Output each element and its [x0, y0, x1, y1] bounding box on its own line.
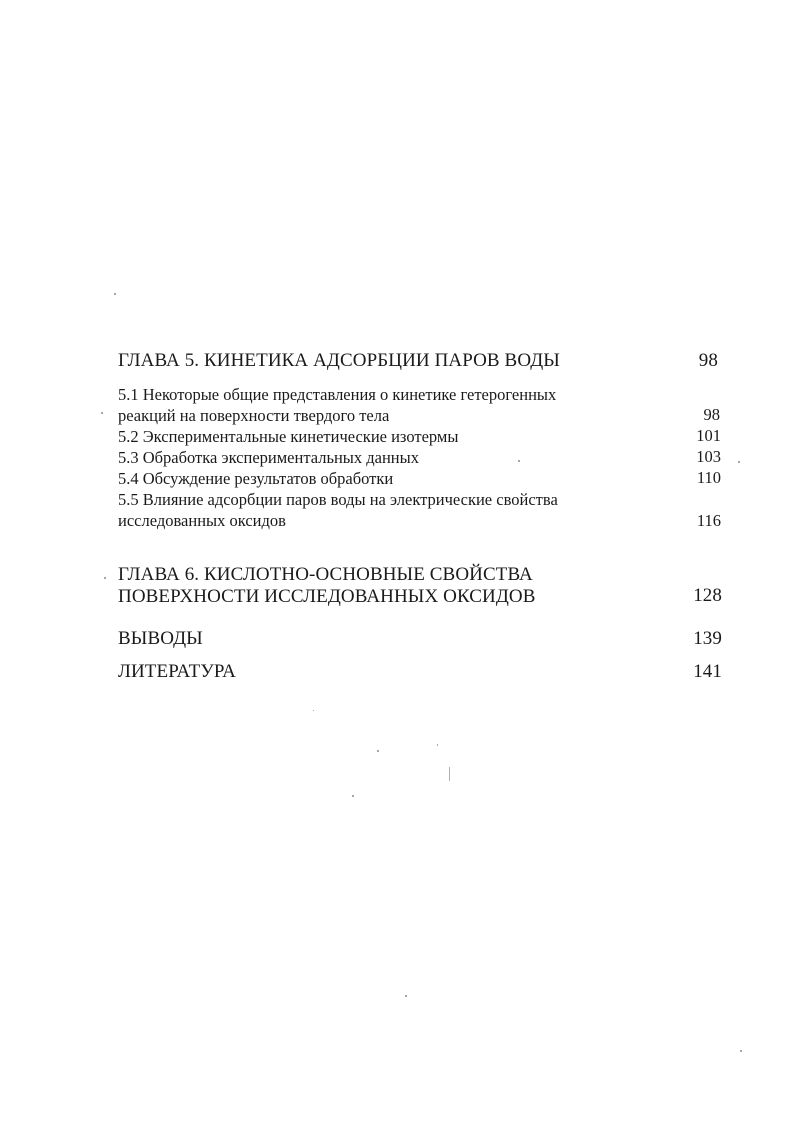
conclusions-page: 139: [693, 628, 722, 649]
scan-speck: [101, 412, 103, 414]
section-5-4-page: 110: [696, 468, 721, 487]
scan-speck: [114, 293, 116, 295]
section-5-5-page: 116: [696, 511, 721, 530]
scan-speck: [352, 795, 354, 797]
chapter-6-page: 128: [693, 585, 722, 606]
scan-mark: [449, 767, 450, 781]
scan-speck: [104, 577, 106, 579]
chapter-5-title: ГЛАВА 5. КИНЕТИКА АДСОРБЦИИ ПАРОВ ВОДЫ: [118, 350, 560, 371]
references-title: ЛИТЕРАТУРА: [118, 661, 236, 682]
section-5-1-page: 98: [703, 405, 720, 424]
section-5-1-title-line1: 5.1 Некоторые общие представления о кинетике гетерогенных: [118, 385, 557, 404]
section-5-2-page: 101: [696, 426, 721, 445]
scan-speck: [738, 461, 740, 463]
scan-speck: [377, 750, 379, 752]
scan-speck: [437, 744, 438, 746]
scan-speck: [313, 710, 314, 711]
section-5-2-title: 5.2 Экспериментальные кинетические изотермы: [118, 427, 459, 446]
section-5-5-title-line2: исследованных оксидов: [118, 511, 286, 530]
conclusions-title: ВЫВОДЫ: [118, 628, 203, 649]
section-5-4-title: 5.4 Обсуждение результатов обработки: [118, 469, 394, 488]
section-5-3-page: 103: [696, 447, 721, 466]
scan-speck: [740, 1050, 742, 1052]
chapter-5-page: 98: [698, 350, 718, 371]
references-page: 141: [693, 661, 722, 682]
scan-speck: [518, 460, 520, 462]
chapter-6-title-line1: ГЛАВА 6. КИСЛОТНО-ОСНОВНЫЕ СВОЙСТВА: [118, 564, 533, 585]
section-5-5-title-line1: 5.5 Влияние адсорбции паров воды на электрические свойства: [118, 490, 558, 509]
scan-speck: [405, 995, 407, 997]
chapter-6-title-line2: ПОВЕРХНОСТИ ИССЛЕДОВАННЫХ ОКСИДОВ: [118, 586, 536, 607]
section-5-3-title: 5.3 Обработка экспериментальных данных: [118, 448, 419, 467]
section-5-1-title-line2: реакций на поверхности твердого тела: [118, 406, 390, 425]
